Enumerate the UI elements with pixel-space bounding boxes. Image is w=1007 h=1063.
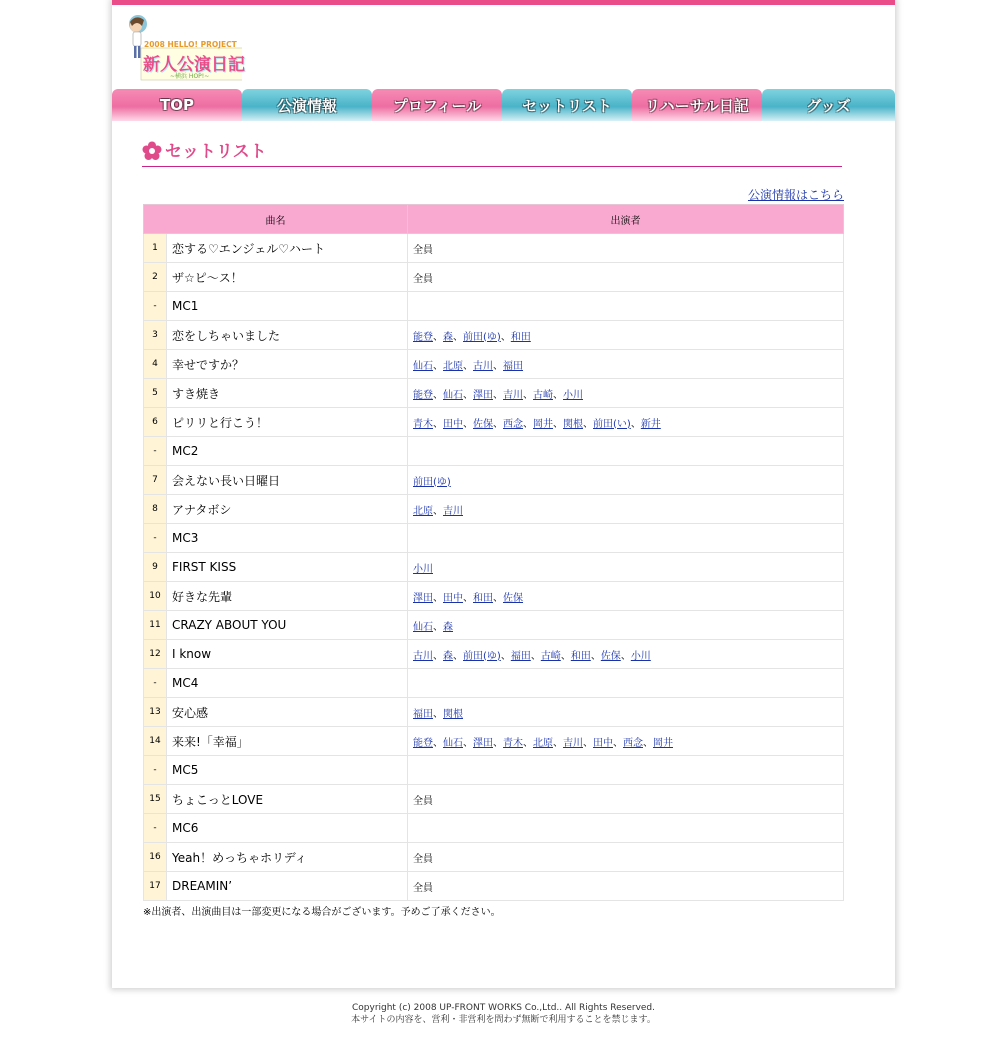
page-title-bar	[142, 141, 842, 167]
site-logo[interactable]	[122, 12, 245, 82]
page-container	[112, 0, 895, 988]
cast-member-link[interactable]: 関根	[563, 418, 583, 430]
song-title: MC3	[167, 524, 408, 553]
table-row	[144, 234, 844, 263]
cast-member: 全員	[413, 853, 433, 865]
setlist-table	[143, 204, 844, 901]
footer-copyright: Copyright (c) 2008 UP-FRONT WORKS Co.,Ltd.. All Rights Reserved.	[351, 1003, 656, 1013]
cast-cell	[408, 263, 844, 292]
footer-notice: 本サイトの内容を、営利・非営利を問わず無断で利用することを禁じます。	[351, 1015, 656, 1025]
cast-member-link[interactable]: 田中	[443, 418, 463, 430]
cast-separator: 、	[643, 737, 653, 749]
cast-cell	[408, 437, 844, 466]
song-title: MC5	[167, 756, 408, 785]
cast-separator: 、	[620, 650, 631, 662]
cast-separator: 、	[500, 331, 511, 343]
cast-member-link[interactable]: 吉川	[563, 737, 583, 749]
cast-cell	[408, 408, 844, 437]
song-number: 11	[144, 611, 167, 640]
cast-member: 全員	[413, 882, 433, 894]
song-title: 恋をしちゃいました	[167, 321, 408, 350]
cast-member-link[interactable]: 古川	[473, 360, 493, 372]
song-title: 安心感	[167, 698, 408, 727]
cast-member: 全員	[413, 795, 433, 807]
cast-separator: 、	[630, 418, 641, 430]
cast-separator: 、	[493, 418, 503, 430]
cast-member-link[interactable]: 青木	[503, 737, 523, 749]
cast-cell	[408, 640, 844, 669]
song-number: -	[144, 814, 167, 843]
song-title: 幸せですか？	[167, 350, 408, 379]
cast-member-link[interactable]: 和田	[510, 331, 531, 343]
top-accent-bar	[112, 0, 895, 5]
song-title: すき焼き	[167, 379, 408, 408]
cast-member-link[interactable]: 古崎	[533, 389, 553, 401]
cast-cell	[408, 843, 844, 872]
cast-member-link[interactable]: 北原	[413, 505, 433, 517]
cast-cell	[408, 814, 844, 843]
table-row	[144, 408, 844, 437]
song-number: 12	[144, 640, 167, 669]
song-title: ピリリと行こう！	[167, 408, 408, 437]
cast-separator: 、	[433, 389, 443, 401]
song-number: 8	[144, 495, 167, 524]
cast-cell	[408, 727, 844, 756]
cast-member-link[interactable]: 佐保	[503, 592, 523, 604]
song-title: ちょこっとLOVE	[167, 785, 408, 814]
cast-separator: 、	[523, 418, 533, 430]
cast-member-link[interactable]: 和田	[473, 592, 493, 604]
song-number: 2	[144, 263, 167, 292]
table-row	[144, 321, 844, 350]
cast-member-link[interactable]: 森	[443, 650, 453, 662]
song-number: -	[144, 524, 167, 553]
cast-cell	[408, 785, 844, 814]
song-title: CRAZY ABOUT YOU	[167, 611, 408, 640]
song-number: 17	[144, 872, 167, 901]
song-number: 9	[144, 553, 167, 582]
cast-cell	[408, 321, 844, 350]
cast-separator: 、	[523, 389, 533, 401]
cast-member-link[interactable]: 能登	[413, 737, 433, 749]
table-row	[144, 495, 844, 524]
cast-cell	[408, 524, 844, 553]
main-nav	[112, 89, 895, 121]
table-row	[144, 698, 844, 727]
cast-member-link[interactable]: 古崎	[540, 650, 561, 662]
logo-title-text: 新人公演日記	[143, 55, 245, 75]
setlist-body	[144, 234, 844, 901]
cast-separator: 、	[433, 650, 443, 662]
cast-member-link[interactable]: 前田(ゆ)	[413, 476, 451, 488]
cast-member-link[interactable]: 佐保	[600, 650, 621, 662]
song-number: -	[144, 669, 167, 698]
song-title: MC4	[167, 669, 408, 698]
header-cast: 出演者	[408, 205, 844, 234]
cast-member-link[interactable]: 仙石	[413, 621, 433, 633]
cast-member-link[interactable]: 澤田	[473, 737, 493, 749]
cast-member-link[interactable]: 仙石	[413, 360, 433, 372]
nav-tab-performance-info[interactable]: 公演情報	[242, 89, 372, 121]
cast-member-link[interactable]: 古川	[413, 650, 433, 662]
song-title: 好きな先輩	[167, 582, 408, 611]
nav-tab-rehearsal-diary[interactable]: リハーサル日記	[632, 89, 762, 121]
song-title: MC6	[167, 814, 408, 843]
cast-member-link[interactable]: 北原	[443, 360, 463, 372]
cast-member-link[interactable]: 田中	[593, 737, 613, 749]
cast-member-link[interactable]: 前田(ゆ)	[463, 331, 501, 343]
cast-cell	[408, 669, 844, 698]
cast-separator: 、	[463, 592, 473, 604]
cast-member-link[interactable]: 前田(ゆ)	[463, 650, 501, 662]
song-number: 4	[144, 350, 167, 379]
song-title: MC1	[167, 292, 408, 321]
cast-member-link[interactable]: 青木	[413, 418, 433, 430]
table-row	[144, 640, 844, 669]
logo-subtitle-text: ~横浜 HOP!~	[170, 73, 210, 80]
cast-cell	[408, 611, 844, 640]
cast-member-link[interactable]: 前田(い)	[593, 418, 631, 430]
cast-separator: 、	[493, 737, 503, 749]
cast-member: 全員	[413, 273, 433, 285]
header-song: 曲名	[144, 205, 408, 234]
table-row	[144, 872, 844, 901]
cast-cell	[408, 234, 844, 263]
cast-member-link[interactable]: 小川	[563, 389, 583, 401]
cast-member-link[interactable]: 森	[443, 621, 453, 633]
cast-separator: 、	[530, 650, 541, 662]
nav-tab-goods[interactable]: グッズ	[762, 89, 895, 121]
song-title: DREAMIN’	[167, 872, 408, 901]
cast-member-link[interactable]: 能登	[413, 389, 433, 401]
nav-tab-profile[interactable]: プロフィール	[372, 89, 502, 121]
footer	[0, 1002, 1007, 1026]
table-row	[144, 727, 844, 756]
cast-separator: 、	[433, 592, 443, 604]
cast-separator: 、	[493, 592, 503, 604]
nav-tab-setlist[interactable]: セットリスト	[502, 89, 632, 121]
cast-member-link[interactable]: 吉川	[443, 505, 463, 517]
cast-separator: 、	[453, 331, 463, 343]
cast-member-link[interactable]: 福田	[510, 650, 531, 662]
cast-cell	[408, 292, 844, 321]
cast-cell	[408, 466, 844, 495]
table-row	[144, 843, 844, 872]
cast-member-link[interactable]: 澤田	[473, 389, 493, 401]
logo-year-text: 2008 HELLO! PROJECT	[144, 40, 237, 49]
cast-separator: 、	[493, 389, 503, 401]
cast-member-link[interactable]: 小川	[413, 563, 433, 575]
cast-member-link[interactable]: 澤田	[413, 592, 433, 604]
song-title: アナタボシ	[167, 495, 408, 524]
song-title: 恋する♡エンジェル♡ハート	[167, 234, 408, 263]
cast-cell	[408, 350, 844, 379]
cast-member-link[interactable]: 能登	[413, 331, 433, 343]
cast-separator: 、	[433, 708, 443, 720]
cast-separator: 、	[553, 389, 563, 401]
table-row	[144, 611, 844, 640]
cast-separator: 、	[463, 360, 473, 372]
cast-separator: 、	[453, 650, 463, 662]
cast-member-link[interactable]: 北原	[533, 737, 553, 749]
song-title: 来来!「幸福」	[167, 727, 408, 756]
cast-separator: 、	[433, 737, 443, 749]
song-number: 5	[144, 379, 167, 408]
table-row	[144, 292, 844, 321]
cast-separator: 、	[590, 650, 601, 662]
table-row	[144, 524, 844, 553]
cast-separator: 、	[553, 737, 563, 749]
cast-member-link[interactable]: 福田	[413, 708, 433, 720]
song-title: I know	[167, 640, 408, 669]
song-number: 14	[144, 727, 167, 756]
cast-member-link[interactable]: 福田	[503, 360, 523, 372]
cast-member-link[interactable]: 岡井	[653, 737, 673, 749]
song-title: MC2	[167, 437, 408, 466]
song-number: 13	[144, 698, 167, 727]
cast-member-link[interactable]: 関根	[443, 708, 463, 720]
table-row	[144, 756, 844, 785]
cast-member-link[interactable]: 新井	[640, 418, 661, 430]
song-number: 1	[144, 234, 167, 263]
cast-member-link[interactable]: 岡井	[533, 418, 553, 430]
nav-tab-top[interactable]: TOP	[112, 89, 242, 121]
song-title: Yeah！めっちゃホリディ	[167, 843, 408, 872]
disclaimer-note: ※出演者、出演曲目は一部変更になる場合がございます。予めご了承ください。	[143, 907, 501, 918]
song-number: 6	[144, 408, 167, 437]
cast-separator: 、	[613, 737, 623, 749]
song-title: ザ☆ピ～ス！	[167, 263, 408, 292]
table-row	[144, 437, 844, 466]
song-number: 16	[144, 843, 167, 872]
table-row	[144, 785, 844, 814]
cast-member-link[interactable]: 吉川	[503, 389, 523, 401]
cast-member: 全員	[413, 244, 433, 256]
cast-separator: 、	[560, 650, 571, 662]
cast-cell	[408, 756, 844, 785]
cast-cell	[408, 872, 844, 901]
song-number: 3	[144, 321, 167, 350]
cast-separator: 、	[463, 737, 473, 749]
cast-separator: 、	[463, 389, 473, 401]
cast-member-link[interactable]: 仙石	[443, 389, 463, 401]
cast-separator: 、	[433, 621, 443, 633]
cast-cell	[408, 553, 844, 582]
cast-separator: 、	[433, 505, 443, 517]
cast-separator: 、	[583, 418, 593, 430]
cast-separator: 、	[553, 418, 563, 430]
cast-separator: 、	[433, 360, 443, 372]
cast-member-link[interactable]: 仙石	[443, 737, 463, 749]
cast-cell	[408, 379, 844, 408]
table-row	[144, 263, 844, 292]
cast-separator: 、	[493, 360, 503, 372]
table-header-row	[144, 205, 844, 234]
cast-separator: 、	[433, 418, 443, 430]
cast-cell	[408, 582, 844, 611]
page-title: セットリスト	[165, 142, 267, 162]
cast-separator: 、	[433, 331, 443, 343]
table-row	[144, 379, 844, 408]
cast-member-link[interactable]: 西念	[503, 418, 523, 430]
song-number: -	[144, 756, 167, 785]
cast-member-link[interactable]: 和田	[570, 650, 591, 662]
cast-cell	[408, 698, 844, 727]
cast-member-link[interactable]: 小川	[630, 650, 651, 662]
table-row	[144, 350, 844, 379]
song-number: 15	[144, 785, 167, 814]
table-row	[144, 553, 844, 582]
song-title: 会えない長い日曜日	[167, 466, 408, 495]
song-title: FIRST KISS	[167, 553, 408, 582]
song-number: 10	[144, 582, 167, 611]
table-row	[144, 466, 844, 495]
cast-member-link[interactable]: 森	[443, 331, 453, 343]
song-number: 7	[144, 466, 167, 495]
table-row	[144, 814, 844, 843]
cast-member-link[interactable]: 佐保	[473, 418, 493, 430]
cast-separator: 、	[500, 650, 511, 662]
cast-separator: 、	[583, 737, 593, 749]
song-number: -	[144, 292, 167, 321]
cast-member-link[interactable]: 田中	[443, 592, 463, 604]
cast-member-link[interactable]: 西念	[623, 737, 643, 749]
cast-cell	[408, 495, 844, 524]
cast-separator: 、	[523, 737, 533, 749]
table-row	[144, 582, 844, 611]
cast-separator: 、	[463, 418, 473, 430]
performance-info-link[interactable]: 公演情報はこちら	[747, 188, 844, 202]
flower-icon	[142, 141, 162, 161]
song-number: -	[144, 437, 167, 466]
table-row	[144, 669, 844, 698]
